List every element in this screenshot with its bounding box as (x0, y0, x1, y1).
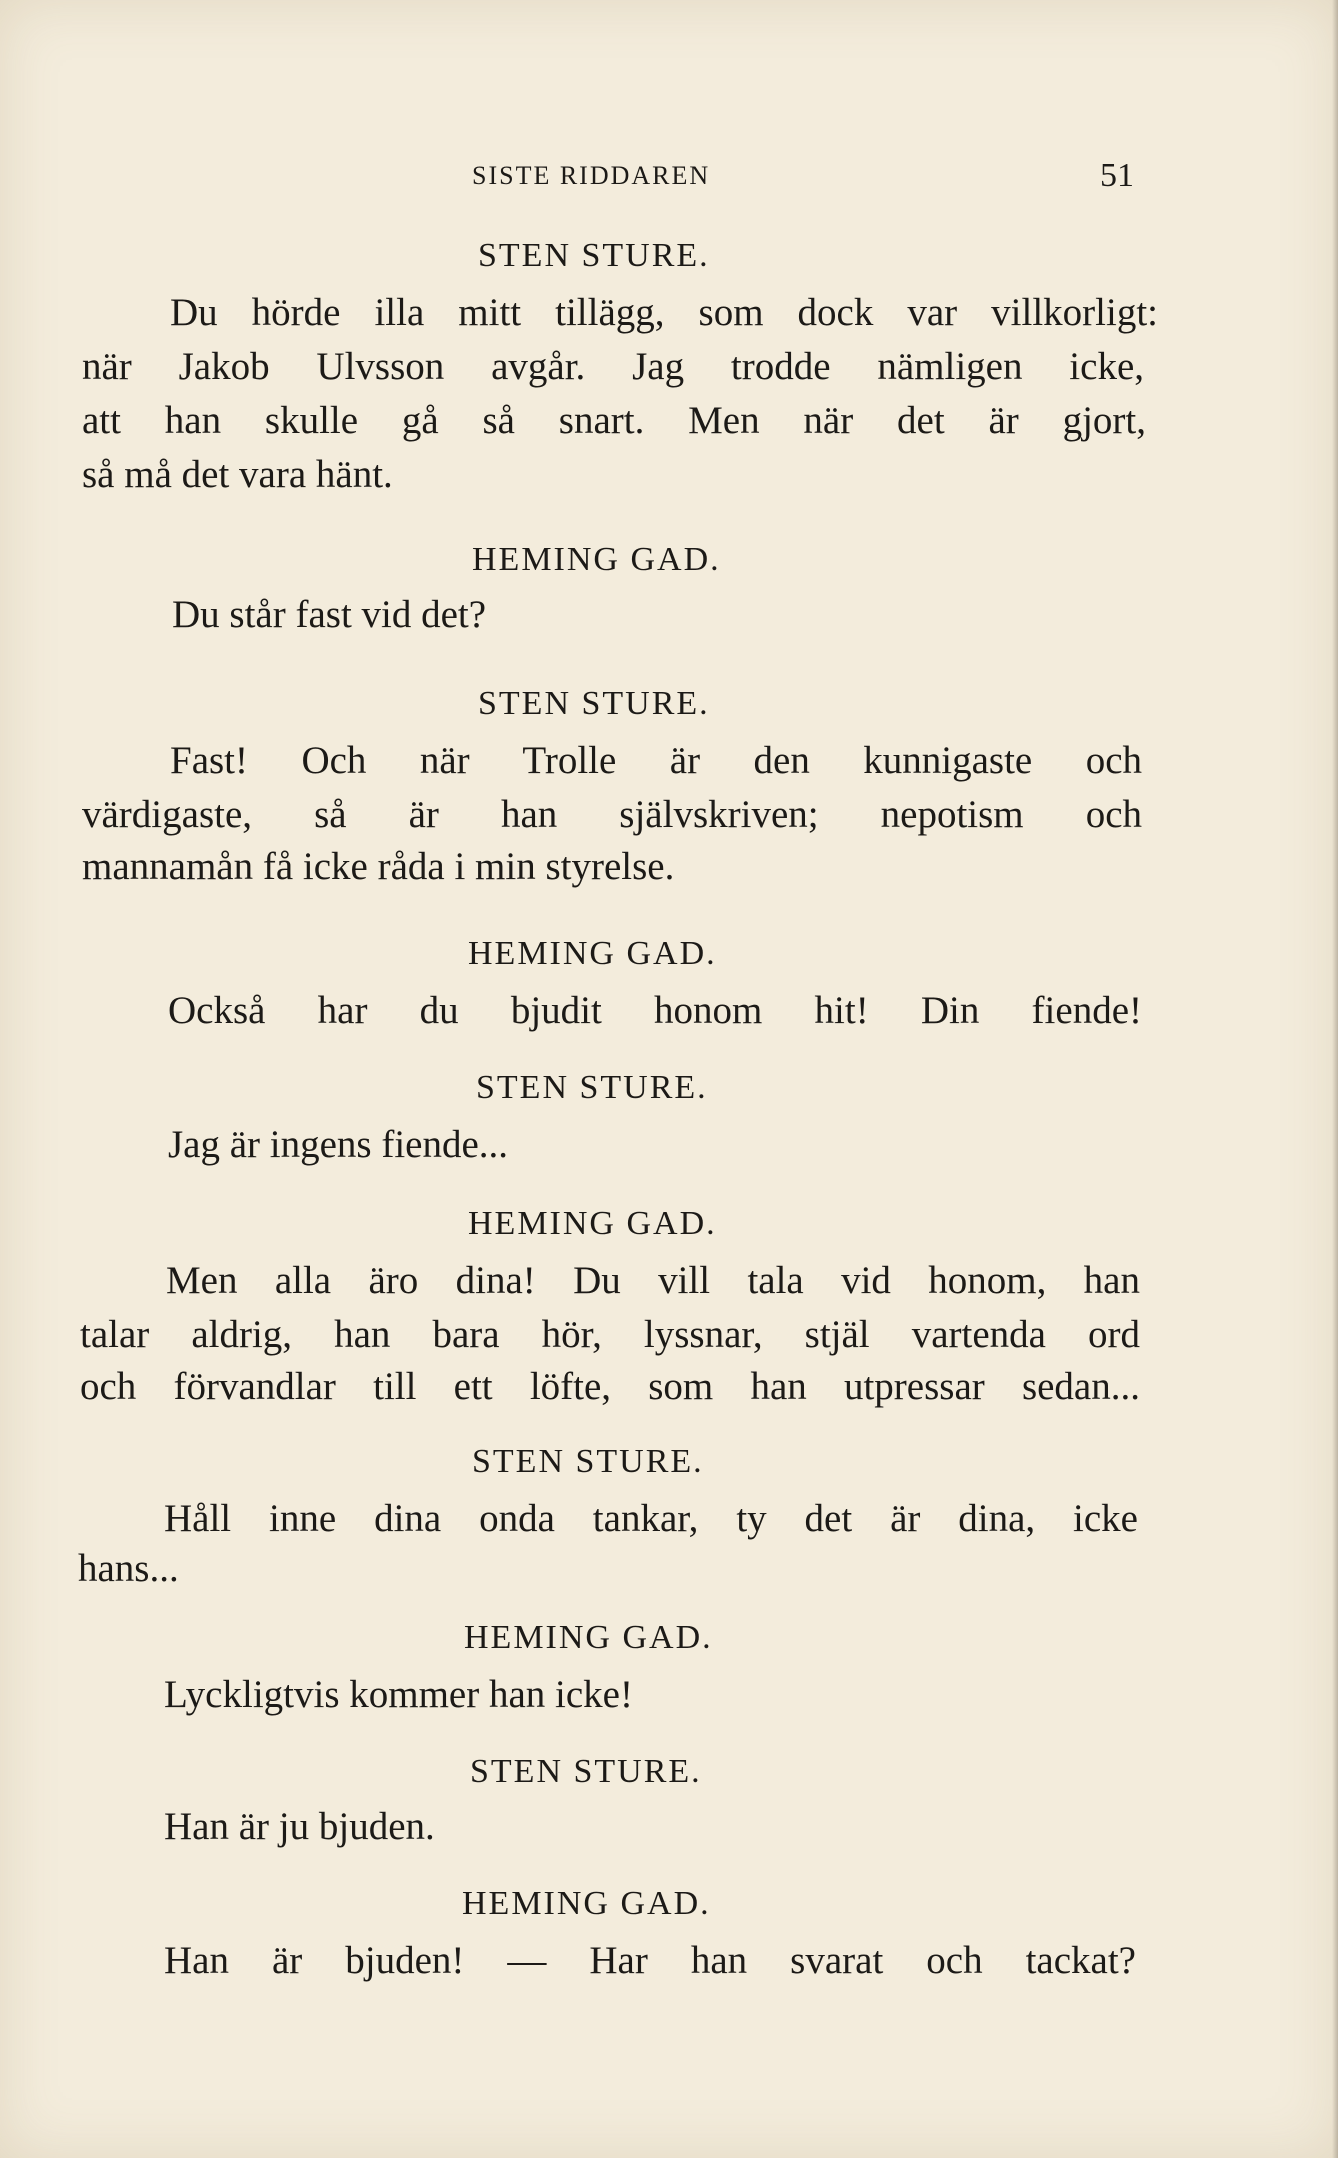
speaker-name: HEMING GAD. (472, 541, 721, 578)
speaker-name: STEN STURE. (478, 237, 710, 274)
dialogue-line: så må det vara hänt. (82, 453, 393, 496)
speaker-name: HEMING GAD. (468, 935, 717, 972)
dialogue-line: hans... (78, 1547, 179, 1590)
dialogue-line: Håll inne dina onda tankar, ty det är dina, icke (164, 1497, 1138, 1540)
speaker-name: STEN STURE. (472, 1443, 704, 1480)
dialogue-line: Fast! Och när Trolle är den kunnigaste och (170, 739, 1142, 782)
dialogue-line: Du står fast vid det? (172, 593, 487, 636)
dialogue-line: Han är bjuden! — Har han svarat och tackat? (164, 1939, 1136, 1982)
speaker-name: HEMING GAD. (468, 1205, 717, 1242)
speaker-name: STEN STURE. (470, 1753, 702, 1790)
dialogue-line: talar aldrig, han bara hör, lyssnar, stjäl vartenda ord (80, 1313, 1140, 1356)
dialogue-line: Men alla äro dina! Du vill tala vid honom, han (166, 1259, 1140, 1302)
dialogue-line: mannamån få icke råda i min styrelse. (82, 845, 675, 888)
dialogue-line: värdigaste, så är han självskriven; nepotism och (82, 793, 1142, 836)
speaker-name: STEN STURE. (476, 1069, 708, 1106)
dialogue-line: att han skulle gå så snart. Men när det är gjort, (82, 399, 1146, 442)
dialogue-line: Också har du bjudit honom hit! Din fiende! (168, 989, 1142, 1032)
dialogue-line: Jag är ingens fiende... (168, 1123, 509, 1166)
dialogue-line: när Jakob Ulvsson avgår. Jag trodde nämligen icke, (82, 345, 1144, 388)
dialogue-line: Lyckligtvis kommer han icke! (164, 1673, 633, 1716)
page-number: 51 (1100, 157, 1134, 194)
dialogue-line: och förvandlar till ett löfte, som han utpressar sedan... (80, 1365, 1140, 1408)
speaker-name: HEMING GAD. (464, 1619, 713, 1656)
speaker-name: STEN STURE. (478, 685, 710, 722)
dialogue-line: Du hörde illa mitt tillägg, som dock var villkorligt: (170, 291, 1158, 334)
speaker-name: HEMING GAD. (462, 1885, 711, 1922)
running-head: SISTE RIDDAREN (472, 161, 711, 190)
dialogue-line: Han är ju bjuden. (164, 1805, 435, 1848)
